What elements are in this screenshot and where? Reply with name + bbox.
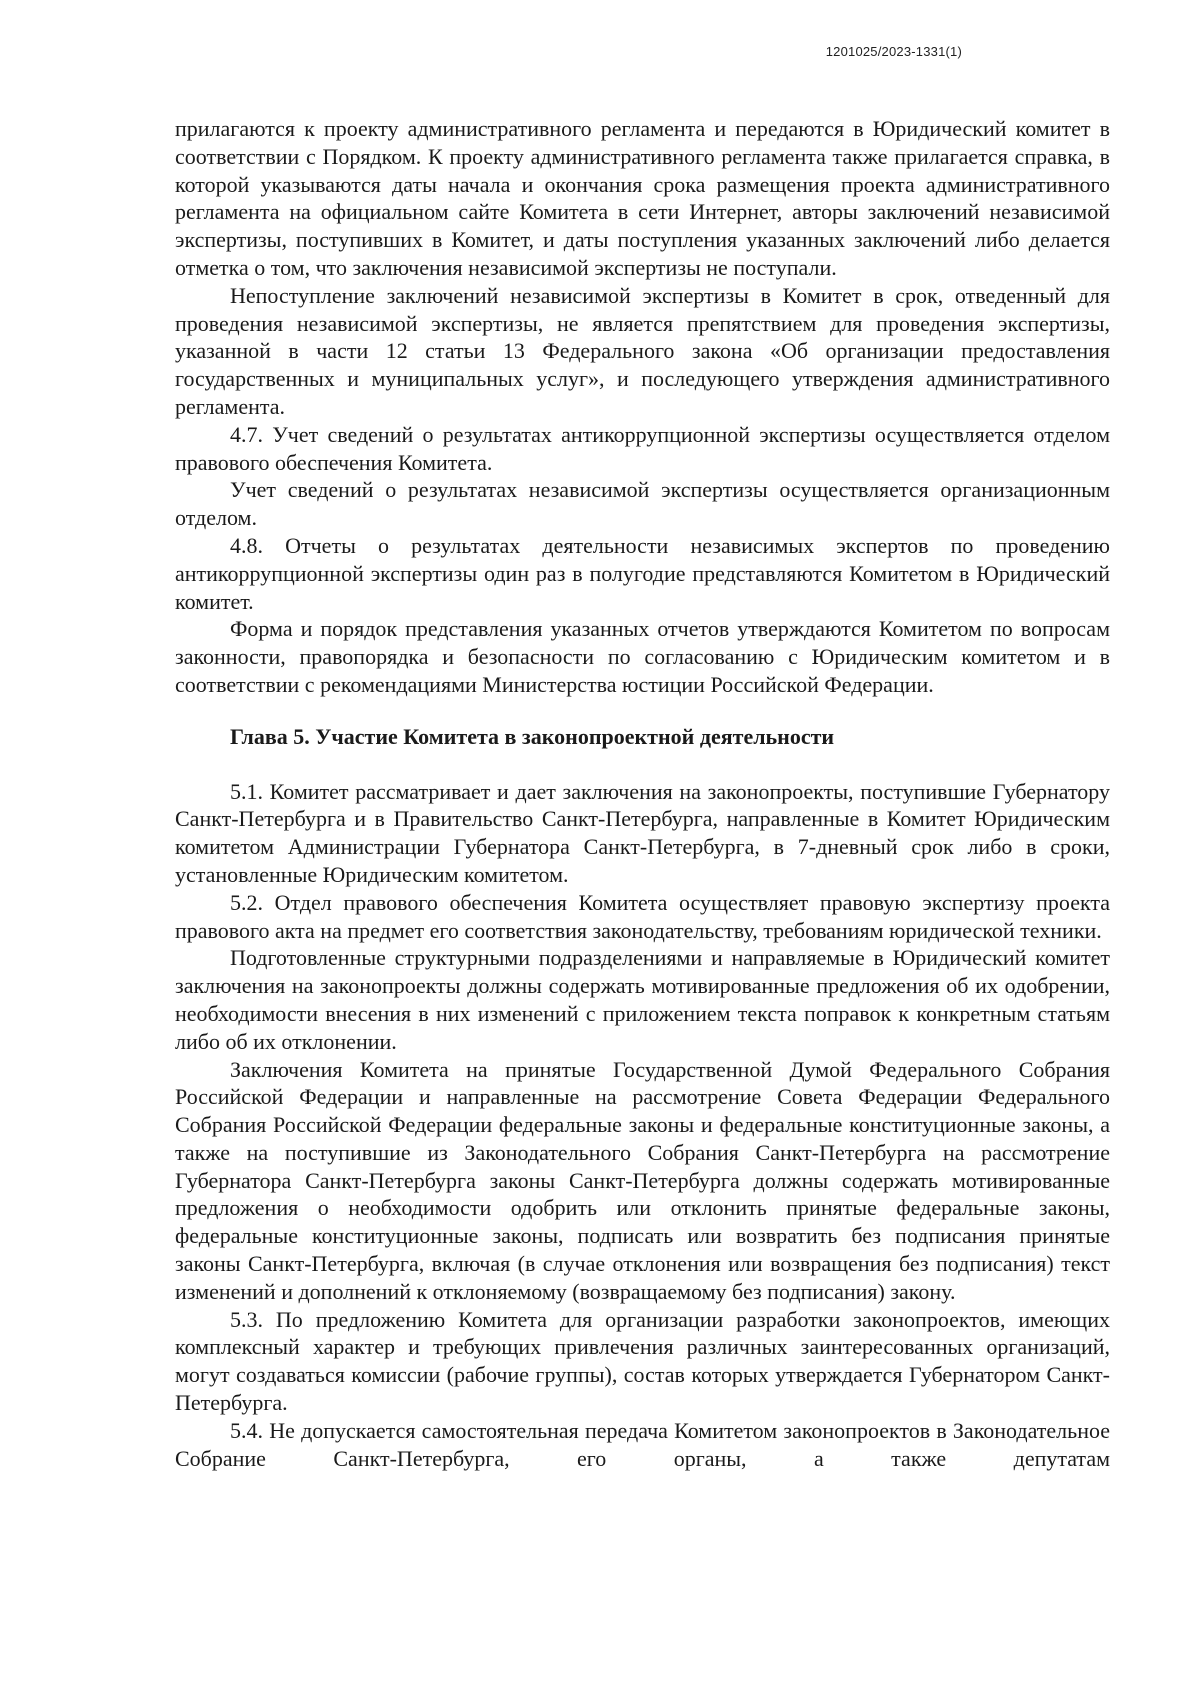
paragraph: Подготовленные структурными подразделениями и направляемые в Юридический комитет заключения на законопроекты должны содержать мотивированные предложения об их одобрении, необходимости внесения в них изменений с приложением текста поправок к конкретным статьям либо об их отклонении. bbox=[175, 945, 1110, 1054]
chapter-heading: Глава 5. Участие Комитета в законопроектной деятельности bbox=[230, 723, 835, 749]
paragraph: Заключения Комитета на принятые Государственной Думой Федерального Собрания Российской Федерации и направленные на рассмотрение Совета Федерации Федерального Собрания Российской Федерации федеральные законы и федеральные конституционные законы, а также на поступившие из Законодательного Собрания Санкт-Петербурга на рассмотрение Губернатора Санкт-Петербурга законы Санкт-Петербурга должны содержать мотивированные предложения о необходимости одобрить или отклонить принятые федеральные законы, федеральные конституционные законы, подписать или возвратить без подписания принятые законы Санкт-Петербурга, включая (в случае отклонения или возвращения без подписания) текст изменений и дополнений к отклоняемому (возвращаемому без подписания) закону. bbox=[175, 1056, 1110, 1304]
document-number: 1201025/2023-1331(1) bbox=[825, 44, 962, 59]
paragraph: 5.1. Комитет рассматривает и дает заключения на законопроекты, поступившие Губернатору Санкт-Петербурга и в Правительство Санкт-Петербурга, направленные в Комитет Юридическим комитетом Администрации Губернатора Санкт-Петербурга, в 7-дневный срок либо в сроки, установленные Юридическим комитетом. bbox=[175, 778, 1110, 887]
paragraph: 4.8. Отчеты о результатах деятельности независимых экспертов по проведению антикоррупционной экспертизы один раз в полугодие представляются Комитетом в Юридический комитет. bbox=[175, 532, 1110, 614]
paragraph: Непоступление заключений независимой экспертизы в Комитет в срок, отведенный для проведения независимой экспертизы, не является препятствием для проведения экспертизы, указанной в части 12 статьи 13 Федерального закона «Об организации предоставления государственных и муниципальных услуг», и последующего утверждения административного регламента. bbox=[175, 282, 1110, 419]
paragraph: 5.4. Не допускается самостоятельная передача Комитетом законопроектов в Законодательное Собрание Санкт-Петербурга, его органы, а также депутатам bbox=[175, 1417, 1110, 1471]
paragraph: Форма и порядок представления указанных отчетов утверждаются Комитетом по вопросам законности, правопорядка и безопасности по согласованию с Юридическим комитетом и в соответствии с рекомендациями Министерства юстиции Российской Федерации. bbox=[175, 616, 1110, 697]
paragraph: Учет сведений о результатах независимой экспертизы осуществляется организационным отделом. bbox=[175, 477, 1110, 531]
paragraph: 4.7. Учет сведений о результатах антикоррупционной экспертизы осуществляется отделом правового обеспечения Комитета. bbox=[175, 421, 1110, 475]
paragraph: 5.3. По предложению Комитета для организации разработки законопроектов, имеющих комплексный характер и требующих привлечения различных заинтересованных организаций, могут создаваться комиссии (рабочие группы), состав которых утверждается Губернатором Санкт-Петербурга. bbox=[175, 1306, 1110, 1416]
paragraph: прилагаются к проекту административного регламента и передаются в Юридический комитет в соответствии с Порядком. К проекту административного регламента также прилагается справка, в которой указываются даты начала и окончания срока размещения проекта административного регламента на официальном сайте Комитета в сети Интернет, авторы заключений независимой экспертизы, поступивших в Комитет, и даты поступления указанных заключений либо делается отметка о том, что заключения независимой экспертизы не поступали. bbox=[175, 116, 1110, 280]
document-body bbox=[175, 115, 1110, 1472]
paragraph: 5.2. Отдел правового обеспечения Комитета осуществляет правовую экспертизу проекта правового акта на предмет его соответствия законодательству, требованиям юридической техники. bbox=[175, 889, 1110, 943]
